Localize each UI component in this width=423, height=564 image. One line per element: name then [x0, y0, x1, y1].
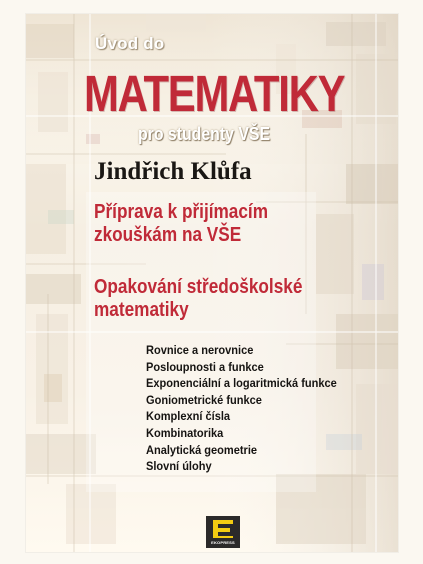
author-name: Jindřich Klůfa: [94, 158, 252, 185]
publisher-logo: [206, 516, 240, 548]
heading-preparation-line-2: zkouškám na VŠE: [94, 224, 242, 246]
publisher-logo-text: EKOPRESS: [211, 540, 235, 545]
topic-item: Kombinatorika: [146, 425, 224, 440]
heading-preparation-line-1: Příprava k přijímacím: [94, 201, 269, 223]
topic-item: Goniometrické funkce: [146, 392, 262, 407]
book-cover: [26, 14, 398, 552]
heading-review: [94, 276, 302, 322]
topic-item: Exponenciální a logaritmická funkce: [146, 376, 337, 391]
heading-review-line-2: matematiky: [94, 299, 189, 321]
topic-list: [146, 342, 337, 475]
topic-item: Posloupnosti a funkce: [146, 359, 264, 374]
book-title: MATEMATIKY: [84, 65, 345, 122]
heading-preparation: [94, 201, 268, 247]
audience-subtitle: pro studenty VŠE: [138, 124, 271, 144]
topic-item: Rovnice a nerovnice: [146, 343, 254, 357]
series-line: Úvod do: [95, 34, 165, 53]
topic-item: Analytická geometrie: [146, 442, 258, 457]
topic-item: Komplexní čísla: [146, 409, 231, 424]
topic-item: Slovní úlohy: [146, 459, 212, 474]
heading-review-line-1: Opakování středoškolské: [94, 276, 303, 298]
